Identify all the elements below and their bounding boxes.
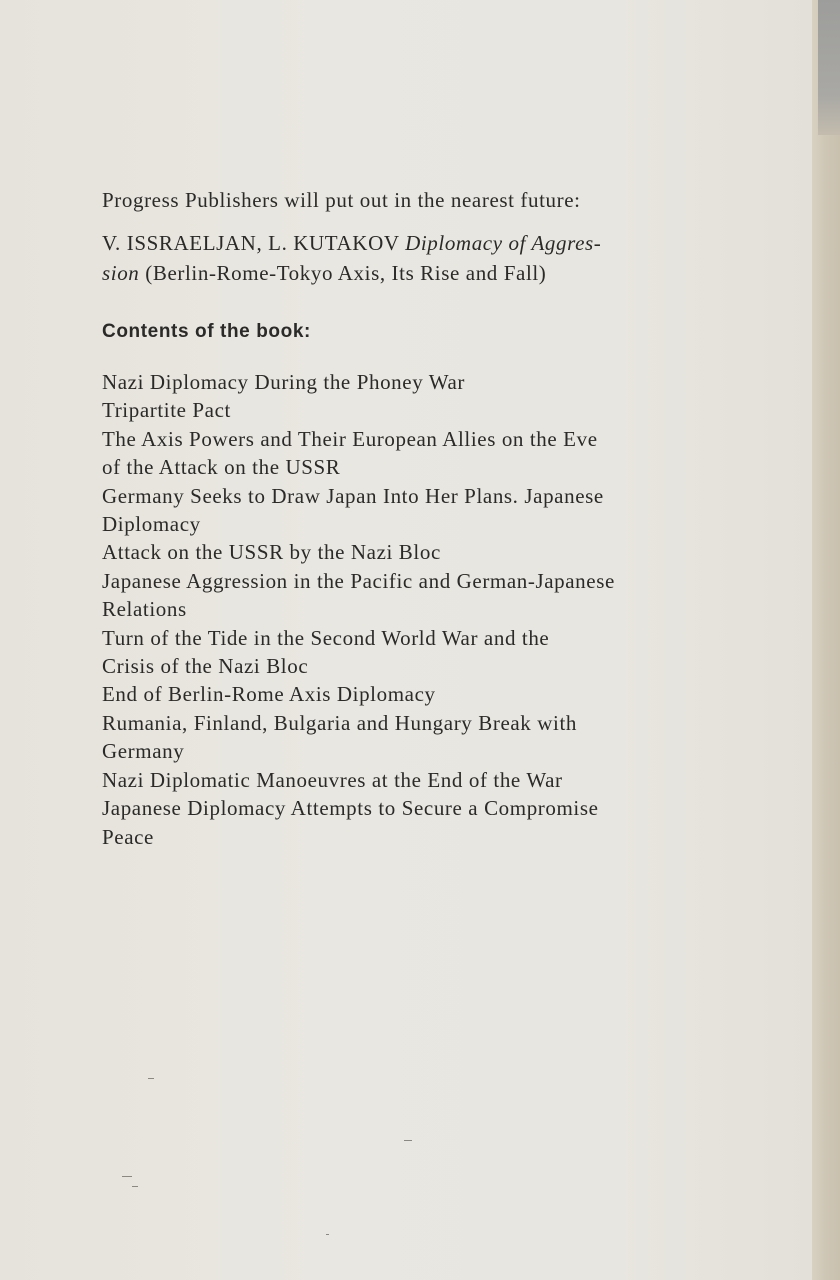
contents-line: The Axis Powers and Their European Allies on the Eve (102, 426, 598, 451)
contents-line: Peace (102, 824, 154, 849)
contents-line: Rumania, Finland, Bulgaria and Hungary Break with (102, 710, 577, 735)
contents-heading: Contents of the book: (102, 321, 311, 342)
book-title-part2: sion (102, 261, 140, 285)
spine-gray-patch (818, 0, 840, 135)
contents-line: of the Attack on the USSR (102, 455, 341, 480)
contents-line: Nazi Diplomacy During the Phoney War (102, 370, 466, 394)
contents-line: End of Berlin-Rome Axis Diplomacy (102, 682, 436, 707)
contents-list (102, 368, 702, 851)
contents-line: Attack on the USSR by the Nazi Bloc (102, 540, 441, 565)
paper-speck (122, 1176, 132, 1177)
contents-line: Relations (102, 597, 187, 622)
book-announcement (102, 228, 702, 288)
contents-line: Turn of the Tide in the Second World War and the (102, 625, 550, 650)
book-subtitle: (Berlin-Rome-Tokyo Axis, Its Rise and Fall) (145, 261, 547, 285)
paper-speck (148, 1078, 154, 1079)
contents-line: Japanese Diplomacy Attempts to Secure a Compromise (102, 796, 599, 821)
contents-line: Japanese Aggression in the Pacific and German-Japanese (102, 568, 615, 593)
spine-edge (812, 0, 840, 1280)
contents-line: Germany (102, 739, 185, 764)
paper-speck (132, 1186, 138, 1187)
announcement-block (102, 186, 702, 851)
contents-line: Nazi Diplomatic Manoeuvres at the End of the War (102, 767, 563, 792)
book-title-part1: Diplomacy of Aggres- (405, 231, 602, 255)
paper-speck (404, 1140, 412, 1141)
book-authors: V. ISSRAELJAN, L. KUTAKOV (102, 231, 400, 255)
contents-line: Crisis of the Nazi Bloc (102, 654, 309, 679)
paper-speck (326, 1234, 329, 1235)
contents-line: Tripartite Pact (102, 398, 231, 423)
contents-line: Germany Seeks to Draw Japan Into Her Plans. Japanese (102, 483, 604, 508)
publisher-intro: Progress Publishers will put out in the nearest future: (102, 188, 581, 212)
contents-line: Diplomacy (102, 512, 201, 537)
